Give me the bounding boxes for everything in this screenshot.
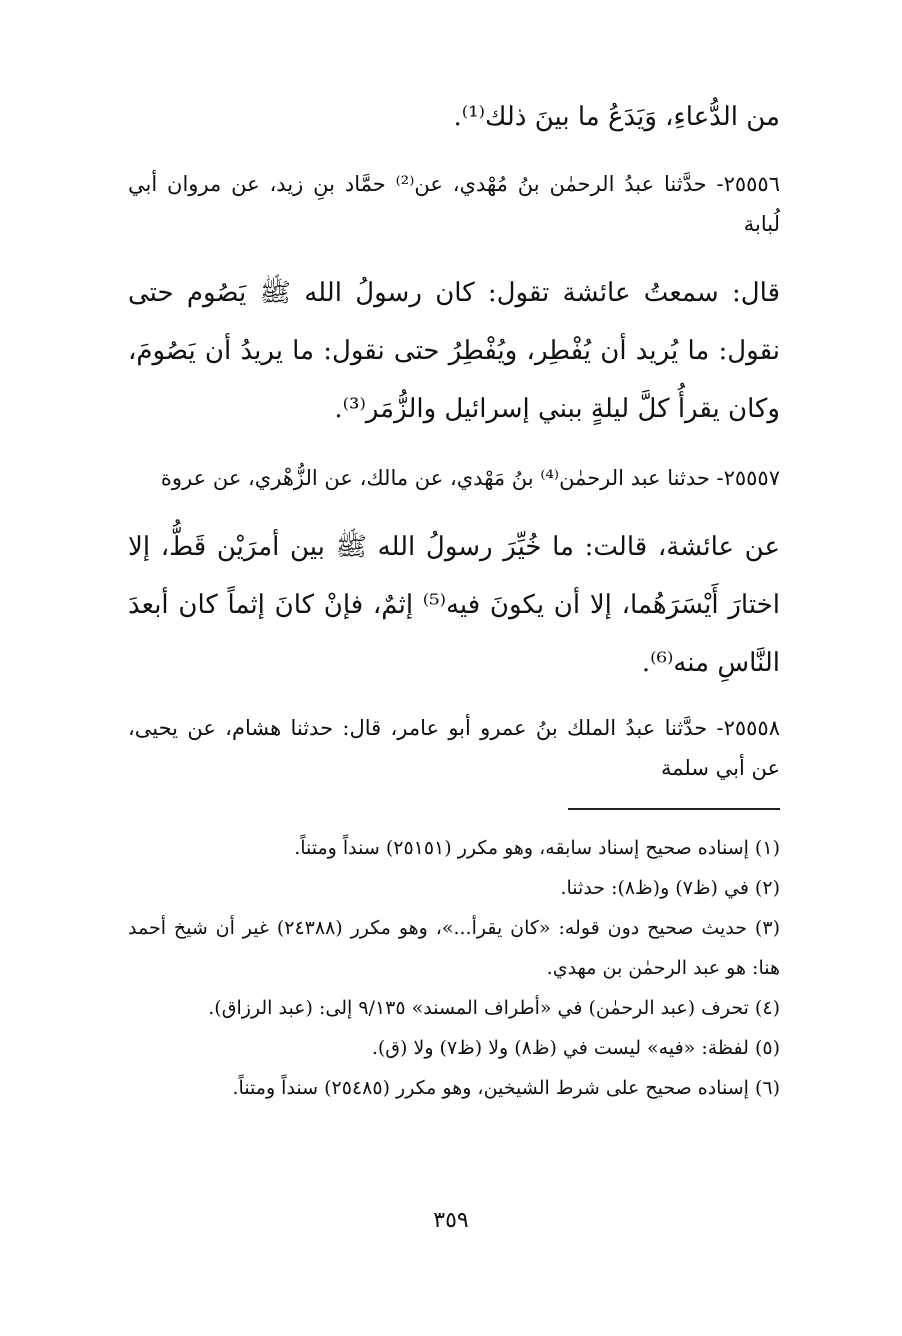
footnotes [128, 828, 780, 1108]
document-page [128, 88, 780, 1278]
footnote-separator [568, 808, 780, 810]
footnote-1: (١) إسناده صحيح إسناد سابقه، وهو مكرر (٢٥١٥١) سنداً ومتناً. [294, 837, 780, 859]
footnote-6: (٦) إسناده صحيح على شرط الشيخين، وهو مكرر (٢٥٤٨٥) سنداً ومتناً. [232, 1077, 780, 1099]
footnote-5: (٥) لفظة: «فيه» ليست في (ظ٨) ولا (ظ٧) ولا (ق). [371, 1037, 780, 1059]
page-number: ٣٥٩ [433, 1208, 469, 1233]
hadith-isnad-25558: ٢٥٥٥٨- حدَّثنا عبدُ الملك بنُ عمرو أبو عامر، قال: حدثنا هشام، عن يحيى، عن أبي سلمة [128, 716, 780, 780]
footnote-2: (٢) في (ظ٧) و(ظ٨): حدثنا. [560, 877, 780, 899]
footnote-4: (٤) تحرف (عبد الرحمٰن) في «أطراف المسند» ٩/١٣٥ إلى: (عبد الرزاق). [208, 997, 780, 1019]
footnote-3: (٣) حديث صحيح دون قوله: «كان يقرأ...»، وهو مكرر (٢٤٣٨٨) غير أن شيخ أحمد هنا: هو عبد الرحمٰن بن مهدي. [128, 917, 780, 979]
hadith-isnad-25557: ٢٥٥٥٧- حدثنا عبد الرحمٰن⁽⁴⁾ بنُ مَهْدي، عن مالك، عن الزُّهْري، عن عروة [160, 466, 780, 490]
paragraph-1: من الدُّعاءِ، وَيَدَعُ ما بينَ ذلك⁽¹⁾. [453, 102, 780, 132]
hadith-isnad-25556: ٢٥٥٥٦- حدَّثنا عبدُ الرحمٰن بنُ مُهْدي، عن⁽²⁾ حمَّاد بنِ زيد، عن مروان أبي لُبابة [128, 172, 780, 236]
hadith-matn-25557: عن عائشة، قالت: ما خُيِّرَ رسولُ الله ﷺ بين أمرَيْن قَطُّ، إلا اختارَ أَيْسَرَهُما، إلا أن يكونَ فيه⁽⁵⁾ إثمٌ، فإنْ كانَ إثماً كان أبعدَ النَّاسِ منه⁽⁶⁾. [128, 532, 780, 678]
hadith-matn-25556: قال: سمعتُ عائشة تقول: كان رسولُ الله ﷺ يَصُوم حتى نقول: ما يُريد أن يُفْطِر، ويُفْطِرُ حتى نقول: ما يريدُ أن يَصُومَ، وكان يقرأُ كلَّ ليلةٍ ببني إسرائيل والزُّمَر⁽³⁾. [128, 278, 780, 424]
